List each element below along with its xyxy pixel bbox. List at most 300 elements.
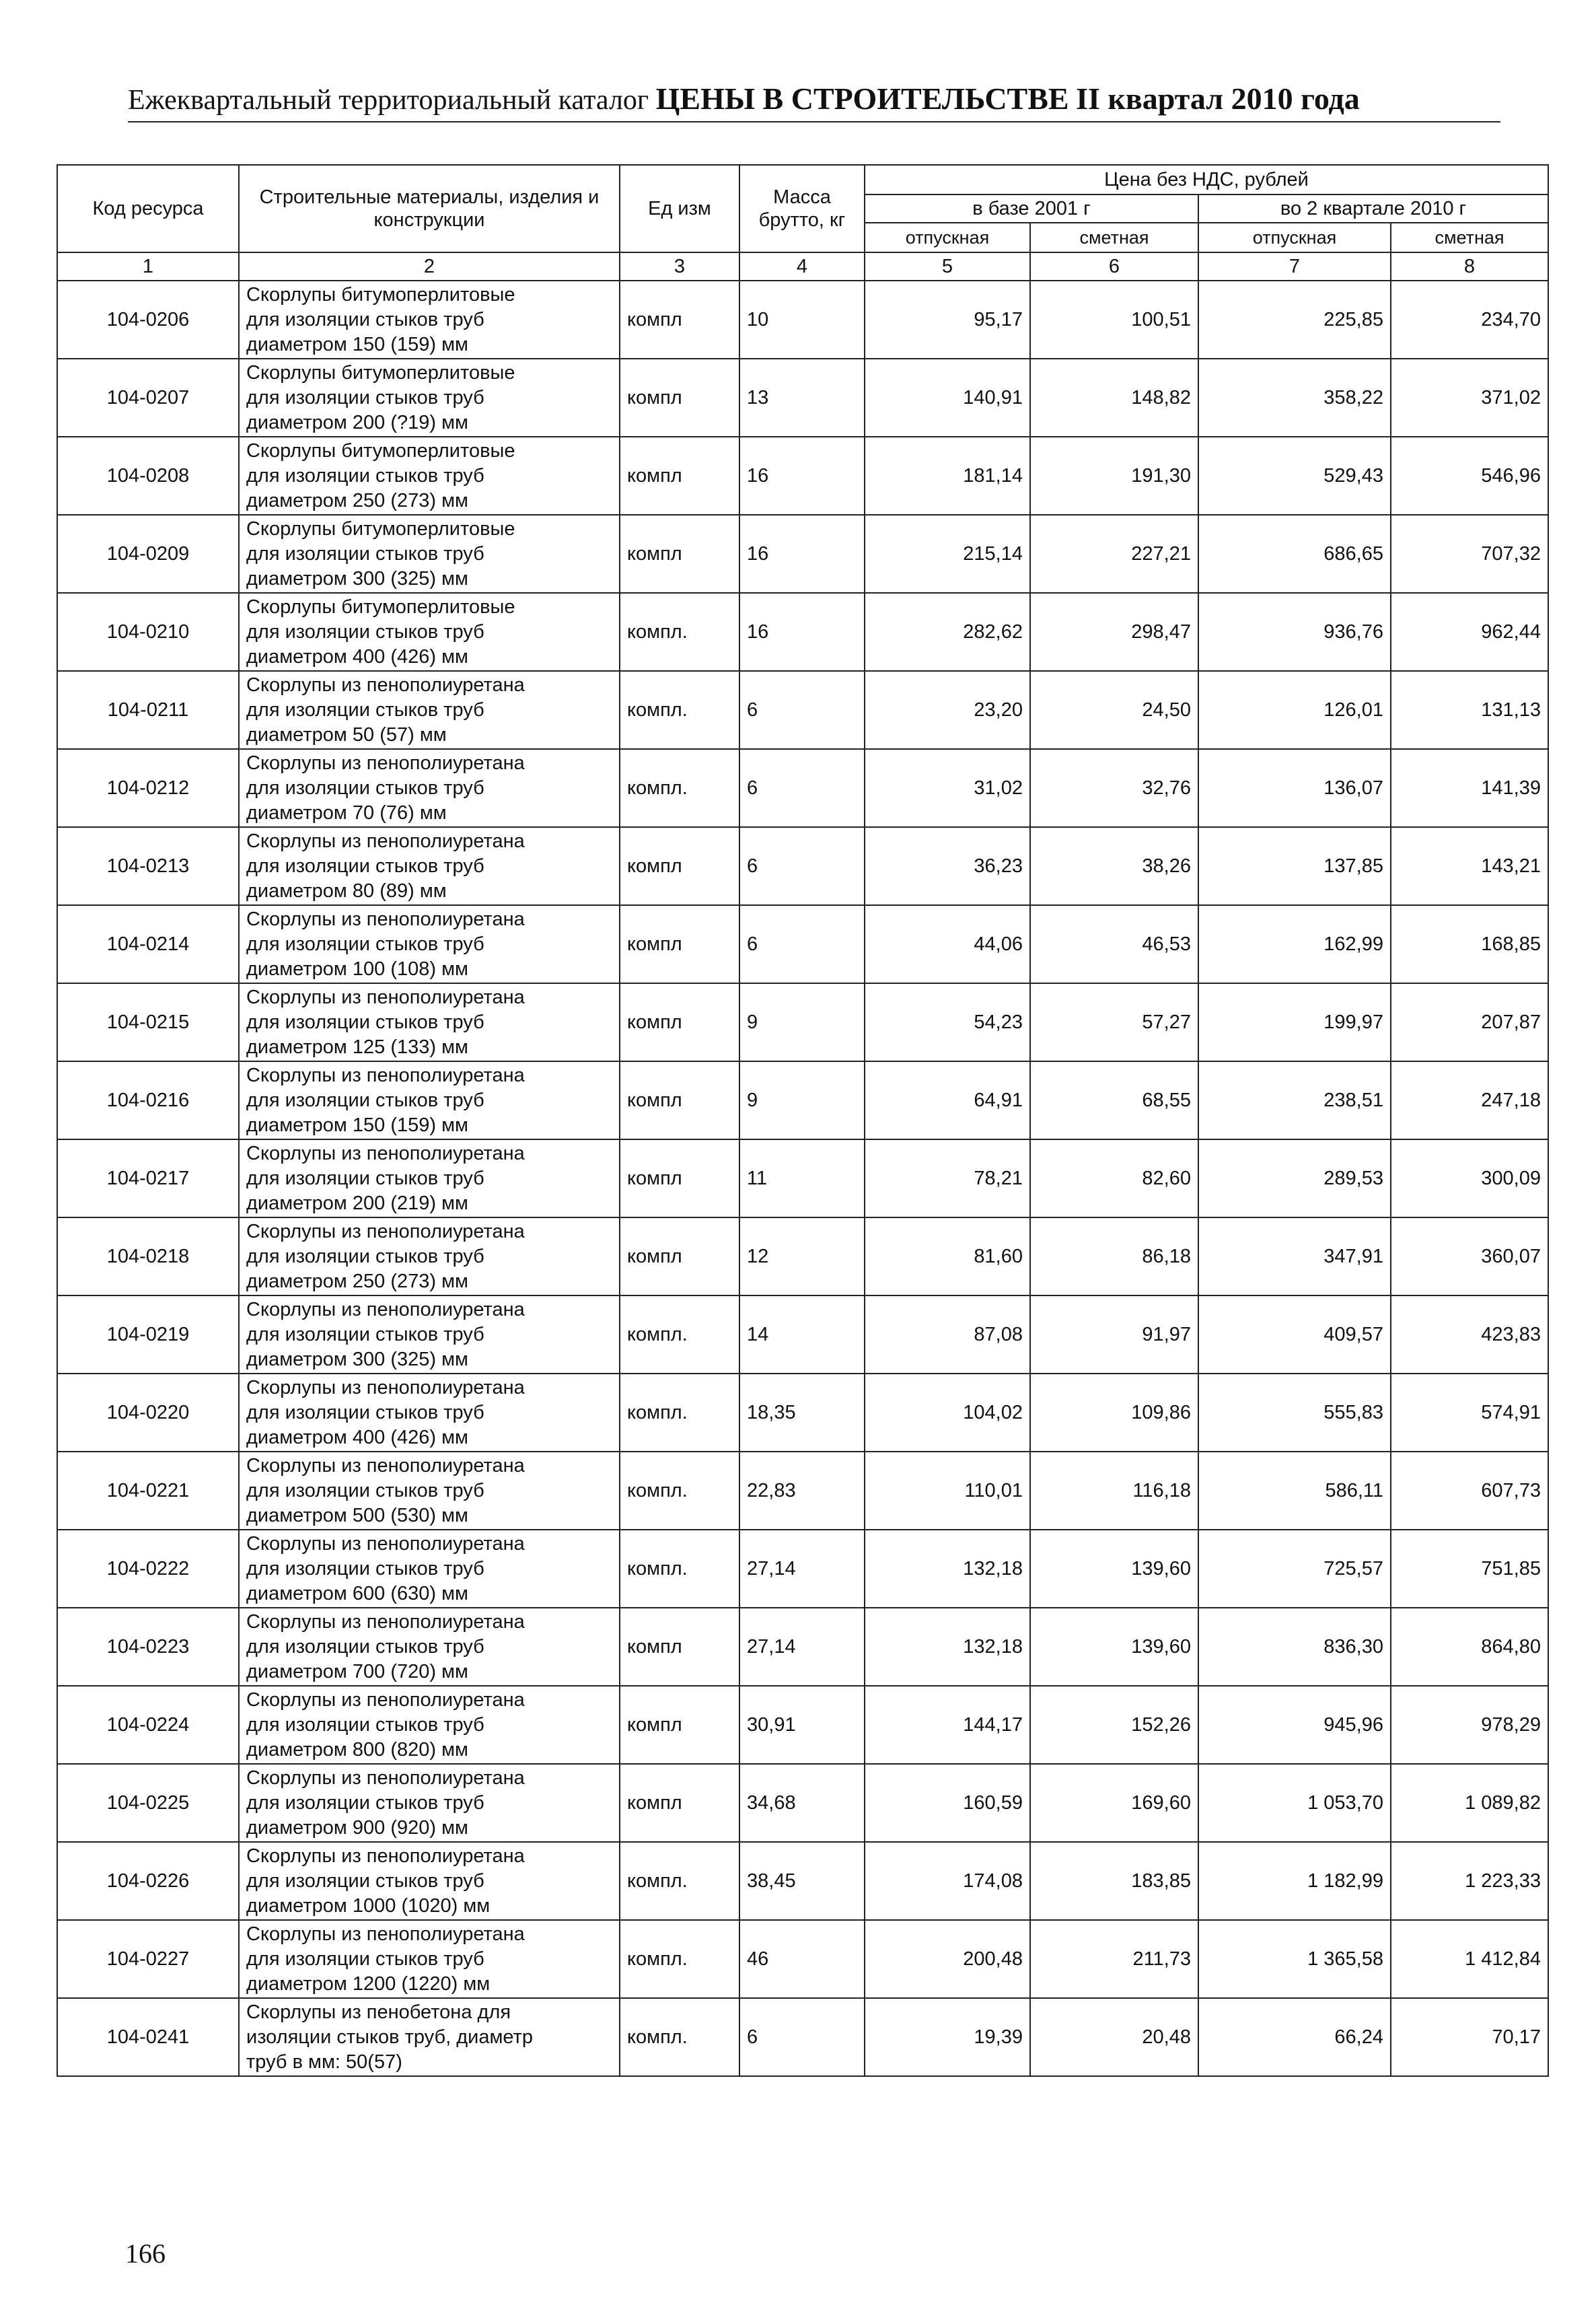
material-name-line: Скорлупы из пенополиуретана [246, 1845, 525, 1867]
unit-of-measure: компл. [620, 1998, 739, 2076]
current-estimate-price: 70,17 [1391, 1998, 1548, 2076]
header-current: во 2 квартале 2010 г [1198, 194, 1548, 223]
resource-code: 104-0217 [57, 1139, 239, 1217]
resource-code: 104-0223 [57, 1608, 239, 1686]
material-name-line: диаметром 500 (530) мм [246, 1504, 468, 1526]
current-release-price: 725,57 [1198, 1530, 1391, 1608]
material-name [239, 1842, 620, 1920]
unit-of-measure: компл [620, 437, 739, 515]
material-name-line: Скорлупы из пенополиуретана [246, 1298, 525, 1320]
base-estimate-price: 152,26 [1030, 1686, 1198, 1764]
material-name-line: для изоляции стыков труб [246, 1713, 484, 1736]
material-name-line: диаметром 70 (76) мм [246, 802, 447, 824]
base-release-price: 200,48 [865, 1920, 1030, 1998]
base-estimate-price: 32,76 [1030, 749, 1198, 827]
material-name-line: для изоляции стыков труб [246, 933, 484, 955]
header-base-estimate: сметная [1030, 223, 1198, 252]
base-estimate-price: 116,18 [1030, 1452, 1198, 1530]
base-estimate-price: 38,26 [1030, 827, 1198, 905]
current-release-price: 358,22 [1198, 359, 1391, 437]
header-current-release: отпускная [1198, 223, 1391, 252]
current-estimate-price: 707,32 [1391, 515, 1548, 593]
header-rule [128, 121, 1500, 122]
gross-mass: 6 [739, 905, 865, 983]
material-name-line: диаметром 200 (219) мм [246, 1192, 468, 1214]
base-estimate-price: 139,60 [1030, 1530, 1198, 1608]
current-release-price: 238,51 [1198, 1061, 1391, 1139]
material-name [239, 1530, 620, 1608]
base-release-price: 19,39 [865, 1998, 1030, 2076]
base-estimate-price: 20,48 [1030, 1998, 1198, 2076]
material-name-line: для изоляции стыков труб [246, 1401, 484, 1423]
current-estimate-price: 423,83 [1391, 1295, 1548, 1374]
page-number: 166 [125, 2238, 166, 2269]
base-estimate-price: 109,86 [1030, 1374, 1198, 1452]
unit-of-measure: компл. [620, 1842, 739, 1920]
base-release-price: 160,59 [865, 1764, 1030, 1842]
column-number: 3 [620, 252, 739, 281]
table-row [57, 1374, 1548, 1452]
gross-mass: 18,35 [739, 1374, 865, 1452]
resource-code: 104-0227 [57, 1920, 239, 1998]
material-name [239, 1608, 620, 1686]
table-row [57, 1920, 1548, 1998]
header-price: Цена без НДС, рублей [865, 165, 1548, 194]
base-estimate-price: 86,18 [1030, 1217, 1198, 1295]
base-estimate-price: 24,50 [1030, 671, 1198, 749]
gross-mass: 9 [739, 983, 865, 1061]
header-current-estimate: сметная [1391, 223, 1548, 252]
gross-mass: 11 [739, 1139, 865, 1217]
material-name-line: диаметром 250 (273) мм [246, 489, 468, 511]
material-name-line: изоляции стыков труб, диаметр [246, 2026, 533, 2048]
resource-code: 104-0224 [57, 1686, 239, 1764]
material-name-line: для изоляции стыков труб [246, 1948, 484, 1970]
material-name-line: для изоляции стыков труб [246, 1011, 484, 1033]
header-title: ЦЕНЫ В СТРОИТЕЛЬСТВЕ [655, 81, 1069, 116]
base-release-price: 174,08 [865, 1842, 1030, 1920]
material-name-line: для изоляции стыков труб [246, 620, 484, 643]
unit-of-measure: компл. [620, 1920, 739, 1998]
base-release-price: 144,17 [865, 1686, 1030, 1764]
table-row [57, 593, 1548, 671]
unit-of-measure: компл [620, 281, 739, 359]
gross-mass: 12 [739, 1217, 865, 1295]
gross-mass: 16 [739, 437, 865, 515]
material-name [239, 515, 620, 593]
base-release-price: 81,60 [865, 1217, 1030, 1295]
current-release-price: 225,85 [1198, 281, 1391, 359]
header-period: II квартал 2010 года [1076, 81, 1360, 116]
column-number: 8 [1391, 252, 1548, 281]
material-name-line: Скорлупы из пенополиуретана [246, 1220, 525, 1242]
resource-code: 104-0216 [57, 1061, 239, 1139]
resource-code: 104-0221 [57, 1452, 239, 1530]
material-name-line: Скорлупы битумоперлитовые [246, 439, 515, 462]
table-row [57, 749, 1548, 827]
gross-mass: 14 [739, 1295, 865, 1374]
table-row [57, 1452, 1548, 1530]
current-estimate-price: 864,80 [1391, 1608, 1548, 1686]
table-row [57, 281, 1548, 359]
unit-of-measure: компл. [620, 1295, 739, 1374]
gross-mass: 22,83 [739, 1452, 865, 1530]
base-release-price: 87,08 [865, 1295, 1030, 1374]
material-name [239, 1686, 620, 1764]
current-release-price: 199,97 [1198, 983, 1391, 1061]
material-name-line: Скорлупы из пенополиуретана [246, 830, 525, 852]
material-name-line: Скорлупы битумоперлитовые [246, 361, 515, 384]
unit-of-measure: компл [620, 1139, 739, 1217]
unit-of-measure: компл [620, 905, 739, 983]
unit-of-measure: компл [620, 1764, 739, 1842]
current-release-price: 529,43 [1198, 437, 1391, 515]
material-name-line: для изоляции стыков труб [246, 1245, 484, 1267]
table-row [57, 1139, 1548, 1217]
current-estimate-price: 207,87 [1391, 983, 1548, 1061]
material-name [239, 1998, 620, 2076]
base-release-price: 215,14 [865, 515, 1030, 593]
base-release-price: 23,20 [865, 671, 1030, 749]
header-unit: Ед изм [620, 165, 739, 252]
base-release-price: 132,18 [865, 1530, 1030, 1608]
gross-mass: 13 [739, 359, 865, 437]
current-estimate-price: 141,39 [1391, 749, 1548, 827]
header-code: Код ресурса [57, 165, 239, 252]
base-release-price: 181,14 [865, 437, 1030, 515]
gross-mass: 6 [739, 671, 865, 749]
material-name-line: для изоляции стыков труб [246, 542, 484, 565]
current-estimate-price: 360,07 [1391, 1217, 1548, 1295]
current-estimate-price: 300,09 [1391, 1139, 1548, 1217]
material-name [239, 437, 620, 515]
resource-code: 104-0213 [57, 827, 239, 905]
base-estimate-price: 91,97 [1030, 1295, 1198, 1374]
base-estimate-price: 148,82 [1030, 359, 1198, 437]
material-name-line: диаметром 1200 (1220) мм [246, 1973, 491, 1995]
resource-code: 104-0210 [57, 593, 239, 671]
gross-mass: 10 [739, 281, 865, 359]
base-release-price: 36,23 [865, 827, 1030, 905]
base-release-price: 104,02 [865, 1374, 1030, 1452]
current-estimate-price: 371,02 [1391, 359, 1548, 437]
base-release-price: 31,02 [865, 749, 1030, 827]
unit-of-measure: компл. [620, 671, 739, 749]
gross-mass: 38,45 [739, 1842, 865, 1920]
material-name-line: диаметром 300 (325) мм [246, 567, 468, 590]
base-release-price: 54,23 [865, 983, 1030, 1061]
current-estimate-price: 143,21 [1391, 827, 1548, 905]
material-name-line: для изоляции стыков труб [246, 1791, 484, 1814]
material-name-line: труб в мм: 50(57) [246, 2051, 402, 2073]
material-name-line: Скорлупы из пенополиуретана [246, 1454, 525, 1477]
material-name-line: диаметром 80 (89) мм [246, 880, 447, 902]
material-name-line: Скорлупы из пенополиуретана [246, 1064, 525, 1086]
unit-of-measure: компл. [620, 1452, 739, 1530]
current-release-price: 686,65 [1198, 515, 1391, 593]
material-name-line: Скорлупы из пенополиуретана [246, 752, 525, 774]
gross-mass: 6 [739, 749, 865, 827]
base-release-price: 140,91 [865, 359, 1030, 437]
material-name-line: диаметром 400 (426) мм [246, 1426, 468, 1448]
column-number-row [57, 252, 1548, 281]
current-estimate-price: 1 412,84 [1391, 1920, 1548, 1998]
table-row [57, 1998, 1548, 2076]
material-name-line: для изоляции стыков труб [246, 386, 484, 408]
resource-code: 104-0219 [57, 1295, 239, 1374]
base-release-price: 132,18 [865, 1608, 1030, 1686]
column-number: 1 [57, 252, 239, 281]
unit-of-measure: компл [620, 983, 739, 1061]
material-name-line: диаметром 900 (920) мм [246, 1816, 468, 1839]
material-name-line: для изоляции стыков труб [246, 1089, 484, 1111]
base-estimate-price: 169,60 [1030, 1764, 1198, 1842]
material-name-line: для изоляции стыков труб [246, 777, 484, 799]
table-row [57, 1530, 1548, 1608]
material-name [239, 749, 620, 827]
material-name-line: для изоляции стыков труб [246, 464, 484, 487]
base-estimate-price: 100,51 [1030, 281, 1198, 359]
header-mass: Масса брутто, кг [739, 165, 865, 252]
material-name-line: для изоляции стыков труб [246, 1323, 484, 1345]
material-name-line: для изоляции стыков труб [246, 1557, 484, 1579]
current-release-price: 1 182,99 [1198, 1842, 1391, 1920]
unit-of-measure: компл [620, 1217, 739, 1295]
gross-mass: 6 [739, 1998, 865, 2076]
table-row [57, 437, 1548, 515]
material-name-line: для изоляции стыков труб [246, 1870, 484, 1892]
material-name-line: Скорлупы из пенополиуретана [246, 908, 525, 930]
header-prefix: Ежеквартальный территориальный каталог [128, 85, 649, 116]
base-estimate-price: 139,60 [1030, 1608, 1198, 1686]
current-estimate-price: 607,73 [1391, 1452, 1548, 1530]
material-name [239, 983, 620, 1061]
table-row [57, 359, 1548, 437]
material-name-line: Скорлупы из пенополиуретана [246, 1610, 525, 1633]
current-estimate-price: 1 089,82 [1391, 1764, 1548, 1842]
unit-of-measure: компл [620, 515, 739, 593]
material-name-line: Скорлупы из пенополиуретана [246, 1689, 525, 1711]
resource-code: 104-0208 [57, 437, 239, 515]
base-estimate-price: 82,60 [1030, 1139, 1198, 1217]
material-name [239, 1764, 620, 1842]
base-release-price: 95,17 [865, 281, 1030, 359]
resource-code: 104-0222 [57, 1530, 239, 1608]
base-estimate-price: 298,47 [1030, 593, 1198, 671]
current-release-price: 289,53 [1198, 1139, 1391, 1217]
unit-of-measure: компл. [620, 1374, 739, 1452]
table-row [57, 1217, 1548, 1295]
gross-mass: 34,68 [739, 1764, 865, 1842]
material-name-line: Скорлупы из пенополиуретана [246, 1376, 525, 1398]
column-number: 2 [239, 252, 620, 281]
column-number: 4 [739, 252, 865, 281]
material-name [239, 1061, 620, 1139]
column-number: 7 [1198, 252, 1391, 281]
material-name-line: для изоляции стыков труб [246, 699, 484, 721]
material-name-line: Скорлупы битумоперлитовые [246, 596, 515, 618]
material-name-line: для изоляции стыков труб [246, 855, 484, 877]
gross-mass: 27,14 [739, 1608, 865, 1686]
current-estimate-price: 131,13 [1391, 671, 1548, 749]
material-name-line: Скорлупы из пенополиуретана [246, 1767, 525, 1789]
current-estimate-price: 1 223,33 [1391, 1842, 1548, 1920]
gross-mass: 27,14 [739, 1530, 865, 1608]
current-estimate-price: 574,91 [1391, 1374, 1548, 1452]
base-estimate-price: 46,53 [1030, 905, 1198, 983]
current-release-price: 136,07 [1198, 749, 1391, 827]
gross-mass: 16 [739, 515, 865, 593]
material-name [239, 1452, 620, 1530]
current-release-price: 126,01 [1198, 671, 1391, 749]
table-row [57, 1061, 1548, 1139]
material-name-line: диаметром 150 (159) мм [246, 333, 468, 355]
material-name [239, 1374, 620, 1452]
resource-code: 104-0207 [57, 359, 239, 437]
current-estimate-price: 962,44 [1391, 593, 1548, 671]
material-name-line: Скорлупы битумоперлитовые [246, 283, 515, 306]
material-name-line: диаметром 200 (?19) мм [246, 411, 468, 433]
header-base-release: отпускная [865, 223, 1030, 252]
resource-code: 104-0241 [57, 1998, 239, 2076]
table-row [57, 515, 1548, 593]
current-release-price: 836,30 [1198, 1608, 1391, 1686]
current-release-price: 347,91 [1198, 1217, 1391, 1295]
material-name [239, 1920, 620, 1998]
base-release-price: 64,91 [865, 1061, 1030, 1139]
resource-code: 104-0214 [57, 905, 239, 983]
unit-of-measure: компл [620, 359, 739, 437]
table-row [57, 1295, 1548, 1374]
header-base: в базе 2001 г [865, 194, 1198, 223]
base-release-price: 110,01 [865, 1452, 1030, 1530]
resource-code: 104-0206 [57, 281, 239, 359]
current-release-price: 162,99 [1198, 905, 1391, 983]
material-name-line: для изоляции стыков труб [246, 1479, 484, 1501]
material-name-line: Скорлупы из пенополиуретана [246, 1142, 525, 1164]
resource-code: 104-0218 [57, 1217, 239, 1295]
material-name [239, 1139, 620, 1217]
current-release-price: 409,57 [1198, 1295, 1391, 1374]
material-name-line: диаметром 150 (159) мм [246, 1114, 468, 1136]
gross-mass: 46 [739, 1920, 865, 1998]
unit-of-measure: компл. [620, 1530, 739, 1608]
current-estimate-price: 247,18 [1391, 1061, 1548, 1139]
material-name-line: диаметром 100 (108) мм [246, 958, 468, 980]
material-name-line: Скорлупы из пенополиуретана [246, 1532, 525, 1555]
current-release-price: 137,85 [1198, 827, 1391, 905]
resource-code: 104-0211 [57, 671, 239, 749]
material-name-line: диаметром 300 (325) мм [246, 1348, 468, 1370]
current-estimate-price: 978,29 [1391, 1686, 1548, 1764]
gross-mass: 16 [739, 593, 865, 671]
header-name: Строительные материалы, изделия и конструкции [239, 165, 620, 252]
material-name-line: диаметром 125 (133) мм [246, 1036, 468, 1058]
current-release-price: 66,24 [1198, 1998, 1391, 2076]
current-release-price: 945,96 [1198, 1686, 1391, 1764]
current-release-price: 1 365,58 [1198, 1920, 1391, 1998]
material-name-line: для изоляции стыков труб [246, 1167, 484, 1189]
base-estimate-price: 211,73 [1030, 1920, 1198, 1998]
unit-of-measure: компл [620, 1686, 739, 1764]
current-release-price: 555,83 [1198, 1374, 1391, 1452]
column-number: 5 [865, 252, 1030, 281]
material-name-line: диаметром 50 (57) мм [246, 723, 447, 746]
material-name-line: Скорлупы битумоперлитовые [246, 518, 515, 540]
resource-code: 104-0209 [57, 515, 239, 593]
table-row [57, 1608, 1548, 1686]
material-name [239, 905, 620, 983]
current-estimate-price: 168,85 [1391, 905, 1548, 983]
table-row [57, 1842, 1548, 1920]
unit-of-measure: компл [620, 1608, 739, 1686]
base-estimate-price: 68,55 [1030, 1061, 1198, 1139]
resource-code: 104-0226 [57, 1842, 239, 1920]
material-name [239, 1217, 620, 1295]
price-table [57, 164, 1549, 2077]
unit-of-measure: компл [620, 1061, 739, 1139]
material-name [239, 281, 620, 359]
current-estimate-price: 546,96 [1391, 437, 1548, 515]
material-name-line: Скорлупы из пенополиуретана [246, 1923, 525, 1945]
base-estimate-price: 183,85 [1030, 1842, 1198, 1920]
table-row [57, 671, 1548, 749]
material-name-line: Скорлупы из пенополиуретана [246, 986, 525, 1008]
column-number: 6 [1030, 252, 1198, 281]
resource-code: 104-0212 [57, 749, 239, 827]
material-name-line: диаметром 600 (630) мм [246, 1582, 468, 1604]
material-name-line: диаметром 250 (273) мм [246, 1270, 468, 1292]
material-name-line: диаметром 1000 (1020) мм [246, 1894, 491, 1917]
resource-code: 104-0220 [57, 1374, 239, 1452]
table-row [57, 905, 1548, 983]
material-name-line: диаметром 400 (426) мм [246, 645, 468, 668]
current-estimate-price: 751,85 [1391, 1530, 1548, 1608]
material-name [239, 593, 620, 671]
table-row [57, 1686, 1548, 1764]
material-name-line: диаметром 700 (720) мм [246, 1660, 468, 1682]
material-name-line: для изоляции стыков труб [246, 308, 484, 330]
current-estimate-price: 234,70 [1391, 281, 1548, 359]
current-release-price: 1 053,70 [1198, 1764, 1391, 1842]
resource-code: 104-0225 [57, 1764, 239, 1842]
unit-of-measure: компл [620, 827, 739, 905]
material-name [239, 671, 620, 749]
unit-of-measure: компл. [620, 749, 739, 827]
page-header [128, 81, 1500, 116]
material-name [239, 359, 620, 437]
material-name [239, 827, 620, 905]
resource-code: 104-0215 [57, 983, 239, 1061]
current-release-price: 936,76 [1198, 593, 1391, 671]
material-name-line: Скорлупы из пенополиуретана [246, 674, 525, 696]
base-estimate-price: 227,21 [1030, 515, 1198, 593]
material-name-line: Скорлупы из пенобетона для [246, 2001, 511, 2023]
material-name-line: для изоляции стыков труб [246, 1635, 484, 1658]
unit-of-measure: компл. [620, 593, 739, 671]
table-body [57, 281, 1548, 2076]
current-release-price: 586,11 [1198, 1452, 1391, 1530]
material-name-line: диаметром 800 (820) мм [246, 1738, 468, 1761]
table-row [57, 827, 1548, 905]
base-release-price: 44,06 [865, 905, 1030, 983]
base-estimate-price: 191,30 [1030, 437, 1198, 515]
base-release-price: 78,21 [865, 1139, 1030, 1217]
material-name [239, 1295, 620, 1374]
table-row [57, 983, 1548, 1061]
base-release-price: 282,62 [865, 593, 1030, 671]
gross-mass: 9 [739, 1061, 865, 1139]
